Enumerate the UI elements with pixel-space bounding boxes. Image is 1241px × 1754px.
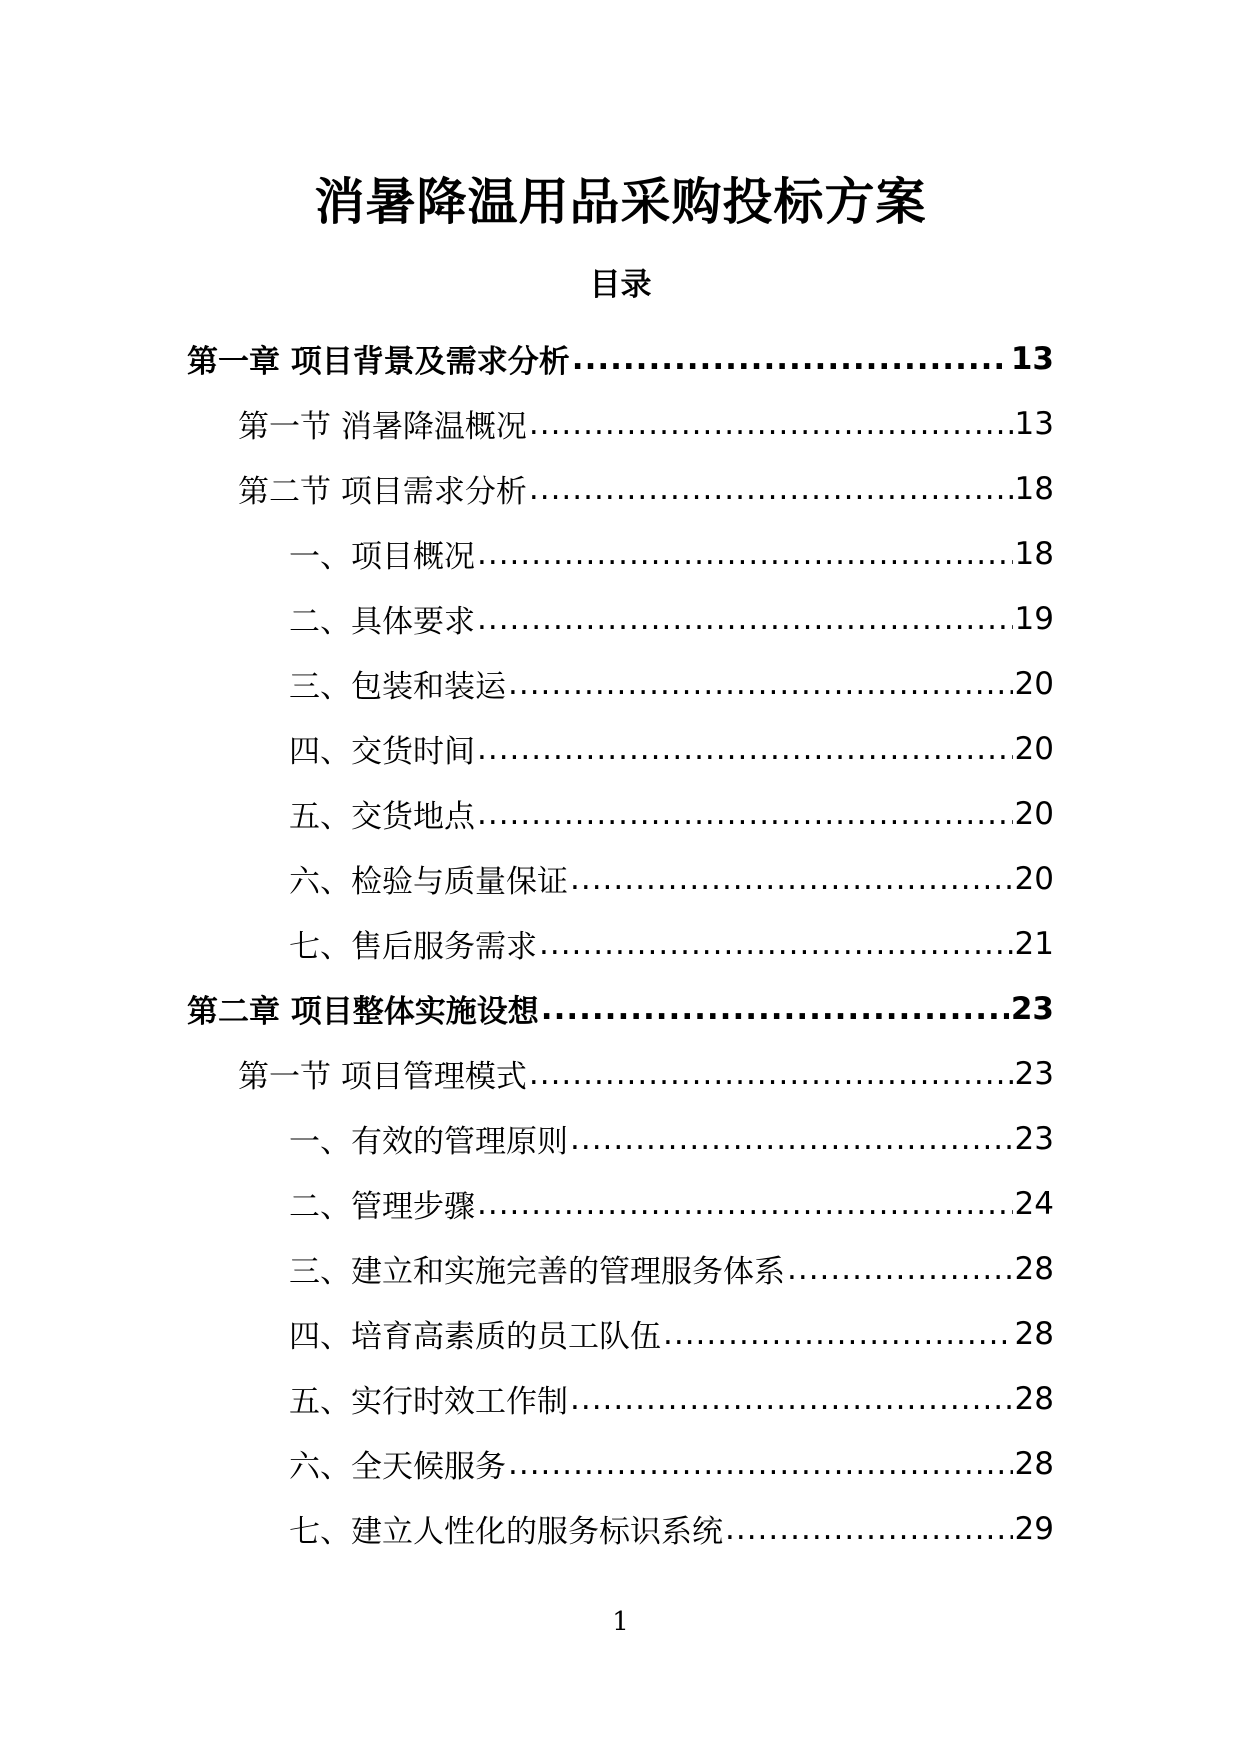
toc-entry-page: 20 [1014,860,1054,897]
toc-entry[interactable] [0,521,1241,586]
toc-entry-page: 28 [1014,1445,1054,1482]
toc-entry-page: 23 [1014,1120,1054,1157]
toc-leader-dots [477,536,1013,572]
toc-entry-title: 五、实行时效工作制 [289,1384,568,1420]
toc-leader-dots [570,861,1013,897]
toc-entry-page: 20 [1014,665,1054,702]
toc-entry[interactable] [0,781,1241,846]
toc-entry-title: 七、建立人性化的服务标识系统 [289,1514,723,1550]
toc-entry-title: 三、包装和装运 [289,669,506,705]
toc-entry-page: 20 [1014,795,1054,832]
toc-entry-page: 29 [1014,1510,1054,1547]
toc-leader-dots [572,341,1009,377]
toc-entry[interactable] [0,456,1241,521]
toc-entry[interactable] [0,1236,1241,1301]
toc-leader-dots [477,601,1013,637]
toc-entry-title: 七、售后服务需求 [289,929,537,965]
toc-entry-page: 18 [1014,470,1054,507]
toc-entry-title: 四、交货时间 [289,734,475,770]
toc-entry-title: 第二章 项目整体实施设想 [187,994,539,1030]
toc-entry[interactable] [0,716,1241,781]
toc-entry-title: 第一节 项目管理模式 [238,1059,527,1095]
toc-leader-dots [508,666,1013,702]
table-of-contents [0,326,1241,1561]
toc-entry-page: 21 [1014,925,1054,962]
toc-entry-title: 二、具体要求 [289,604,475,640]
toc-entry-page: 28 [1014,1380,1054,1417]
toc-leader-dots [787,1251,1013,1287]
toc-entry-title: 第二节 项目需求分析 [238,474,527,510]
toc-leader-dots [529,406,1013,442]
toc-entry-title: 一、有效的管理原则 [289,1124,568,1160]
toc-entry[interactable] [0,1496,1241,1561]
toc-entry-title: 一、项目概况 [289,539,475,575]
toc-entry[interactable] [0,651,1241,716]
toc-entry-title: 六、全天候服务 [289,1449,506,1485]
toc-entry-page: 23 [1014,1055,1054,1092]
toc-entry[interactable] [0,586,1241,651]
toc-entry[interactable] [0,846,1241,911]
document-title: 消暑降温用品采购投标方案 [314,173,927,231]
toc-entry-page: 13 [1010,340,1054,377]
toc-leader-dots [477,796,1013,832]
toc-entry[interactable] [0,1366,1241,1431]
toc-entry[interactable] [0,391,1241,456]
toc-entry-title: 六、检验与质量保证 [289,864,568,900]
toc-heading: 目录 [589,267,652,303]
toc-entry-page: 28 [1014,1315,1054,1352]
toc-leader-dots [663,1316,1013,1352]
toc-entry[interactable] [0,326,1241,391]
toc-entry[interactable] [0,976,1241,1041]
toc-entry-title: 四、培育高素质的员工队伍 [289,1319,661,1355]
page-number: 1 [612,1607,629,1637]
toc-entry[interactable] [0,1431,1241,1496]
toc-leader-dots [529,471,1013,507]
toc-leader-dots [529,1056,1013,1092]
toc-leader-dots [539,926,1013,962]
toc-entry-title: 二、管理步骤 [289,1189,475,1225]
toc-entry-page: 28 [1014,1250,1054,1287]
toc-entry-page: 13 [1014,405,1054,442]
toc-leader-dots [541,991,1009,1027]
toc-leader-dots [570,1381,1013,1417]
toc-entry-page: 19 [1014,600,1054,637]
toc-entry-page: 18 [1014,535,1054,572]
toc-leader-dots [477,731,1013,767]
toc-entry-title: 第一章 项目背景及需求分析 [187,344,570,380]
toc-entry-page: 20 [1014,730,1054,767]
toc-leader-dots [508,1446,1013,1482]
toc-entry-title: 三、建立和实施完善的管理服务体系 [289,1254,785,1290]
toc-entry[interactable] [0,911,1241,976]
toc-leader-dots [477,1186,1013,1222]
toc-leader-dots [725,1511,1013,1547]
toc-entry-title: 第一节 消暑降温概况 [238,409,527,445]
toc-entry-page: 24 [1014,1185,1054,1222]
toc-entry-title: 五、交货地点 [289,799,475,835]
toc-entry[interactable] [0,1106,1241,1171]
toc-entry[interactable] [0,1171,1241,1236]
toc-entry[interactable] [0,1301,1241,1366]
toc-entry[interactable] [0,1041,1241,1106]
toc-entry-page: 23 [1010,990,1054,1027]
toc-leader-dots [570,1121,1013,1157]
